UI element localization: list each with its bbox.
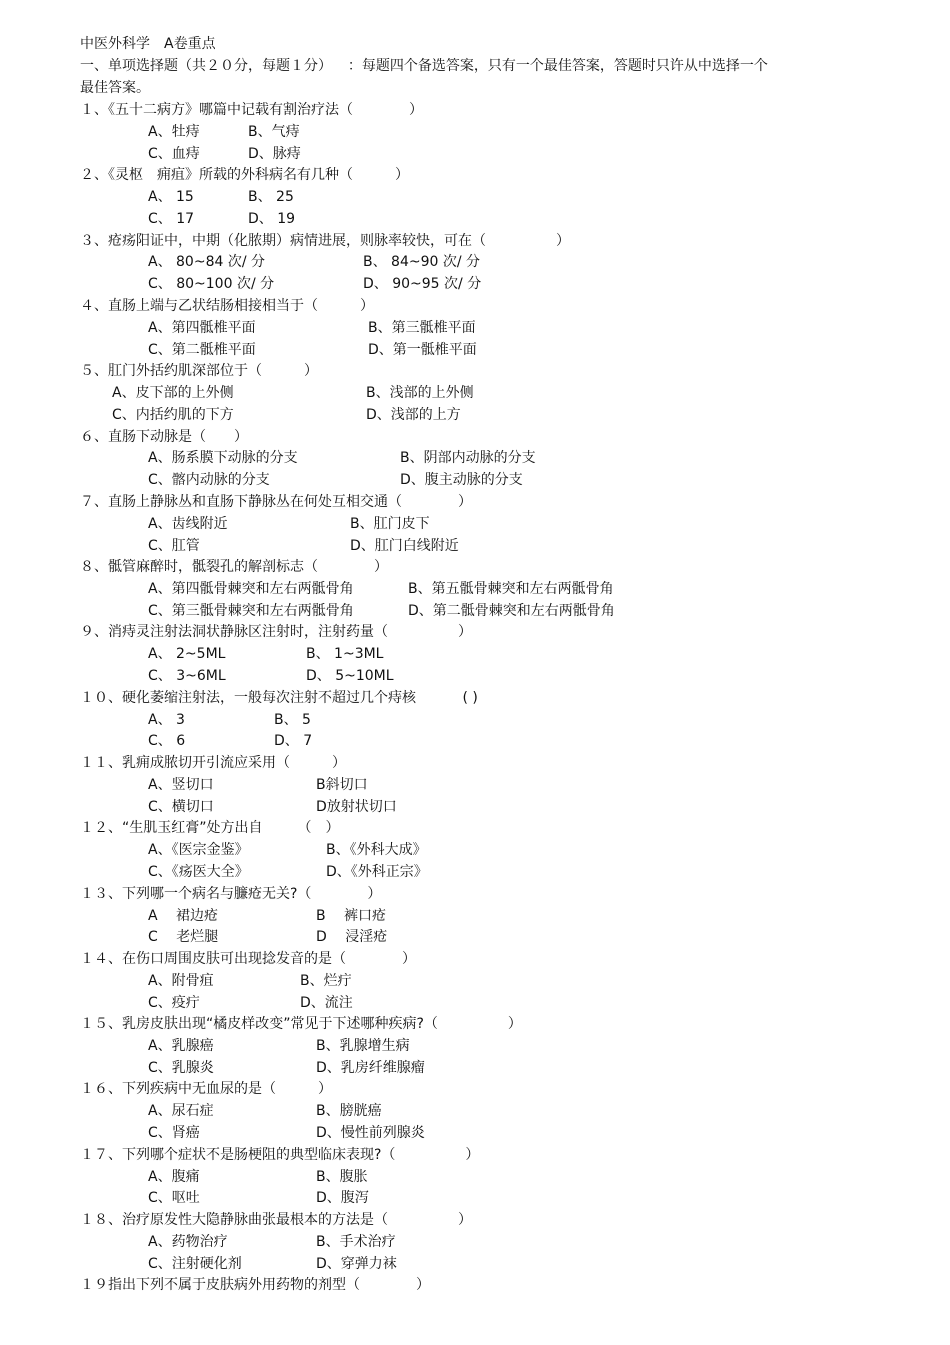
question-15-option-d: D、乳房纤维腺瘤 [316, 1060, 425, 1076]
question-3-option-b: B、 84~90 次/ 分 [363, 254, 481, 270]
question-10-option-a: A、 3 [148, 712, 185, 728]
question-13-option-a: A 裙边疮 [148, 908, 219, 924]
question-1-option-c: C、血痔 [148, 146, 200, 162]
question-14-option-b: B、烂疔 [300, 973, 352, 989]
question-3-option-d: D、 90~95 次/ 分 [363, 276, 482, 292]
question-3: ３、疮疡阳证中，中期（化脓期）病情进展，则脉率较快，可在（ ） [80, 233, 570, 249]
question-14-option-a: A、附骨疽 [148, 973, 214, 989]
question-13-option-d: D 浸淫疮 [316, 929, 388, 945]
question-15-option-a: A、乳腺癌 [148, 1038, 214, 1054]
question-10-option-c: C、 6 [148, 733, 186, 749]
question-12-option-c: C、《疡医大全》 [148, 864, 249, 880]
question-18-option-a: A、药物治疗 [148, 1234, 228, 1250]
question-2-option-d: D、 19 [248, 211, 296, 227]
question-7-option-d: D、肛门白线附近 [350, 538, 459, 554]
question-11-option-a: A、竖切口 [148, 777, 214, 793]
question-7-option-b: B、肛门皮下 [350, 516, 430, 532]
question-8-option-a: A、第四骶骨棘突和左右两骶骨角 [148, 581, 354, 597]
question-15: １５、乳房皮肤出现“橘皮样改变”常见于下述哪种疾病?（ ） [80, 1016, 522, 1032]
question-17-option-a: A、腹痛 [148, 1169, 200, 1185]
question-12-option-d: D、《外科正宗》 [326, 864, 428, 880]
question-17-option-c: C、呕吐 [148, 1190, 200, 1206]
question-8-option-d: D、第二骶骨棘突和左右两骶骨角 [408, 603, 615, 619]
question-2: ２、《灵枢 痈疽》所载的外科病名有几种（ ） [80, 167, 409, 183]
question-3-option-a: A、 80~84 次/ 分 [148, 254, 266, 270]
question-14-option-d: D、流注 [300, 995, 353, 1011]
question-1-option-a: A、牡痔 [148, 124, 200, 140]
question-14: １４、在伤口周围皮肤可出现捻发音的是（ ） [80, 951, 416, 967]
question-8-option-c: C、第三骶骨棘突和左右两骶骨角 [148, 603, 354, 619]
question-12-option-b: B、《外科大成》 [326, 842, 427, 858]
question-13: １３、下列哪一个病名与臁疮无关?（ ） [80, 886, 382, 902]
question-5-option-b: B、浅部的上外侧 [366, 385, 474, 401]
question-10: １０、硬化萎缩注射法，一般每次注射不超过几个痔核 ( ) [80, 690, 478, 706]
question-7-option-a: A、齿线附近 [148, 516, 228, 532]
question-5-option-d: D、浅部的上方 [366, 407, 461, 423]
question-19: １９指出下列不属于皮肤病外用药物的剂型（ ） [80, 1277, 430, 1293]
question-11-option-d: D放射状切口 [316, 799, 397, 815]
question-11-option-c: C、横切口 [148, 799, 214, 815]
question-4-option-b: B、第三骶椎平面 [368, 320, 476, 336]
question-1: １、《五十二病方》哪篇中记载有割治疗法（ ） [80, 102, 423, 118]
question-3-option-c: C、 80~100 次/ 分 [148, 276, 275, 292]
question-18: １８、治疗原发性大隐静脉曲张最根本的方法是（ ） [80, 1212, 472, 1228]
question-10-option-b: B、 5 [274, 712, 311, 728]
question-6-option-b: B、阴部内动脉的分支 [400, 450, 536, 466]
question-4-option-a: A、第四骶椎平面 [148, 320, 256, 336]
question-16: １６、下列疾病中无血尿的是（ ） [80, 1081, 332, 1097]
question-5-option-c: C、内括约肌的下方 [112, 407, 234, 423]
question-2-option-c: C、 17 [148, 211, 195, 227]
question-6-option-d: D、腹主动脉的分支 [400, 472, 523, 488]
question-6-option-c: C、髂内动脉的分支 [148, 472, 270, 488]
question-1-option-b: B、气痔 [248, 124, 300, 140]
question-2-option-a: A、 15 [148, 189, 194, 205]
question-7: ７、直肠上静脉丛和直肠下静脉丛在何处互相交通（ ） [80, 494, 472, 510]
question-17-option-d: D、腹泻 [316, 1190, 369, 1206]
question-2-option-b: B、 25 [248, 189, 294, 205]
question-1-option-d: D、脉痔 [248, 146, 301, 162]
question-9-option-c: C、 3~6ML [148, 668, 226, 684]
question-13-option-b: B 裤口疮 [316, 908, 387, 924]
question-12-option-a: A、《医宗金鉴》 [148, 842, 249, 858]
question-9-option-d: D、 5~10ML [306, 668, 394, 684]
question-13-option-c: C 老烂腿 [148, 929, 219, 945]
question-16-option-c: C、肾癌 [148, 1125, 200, 1141]
question-9-option-b: B、 1~3ML [306, 646, 384, 662]
question-5-option-a: A、皮下部的上外侧 [112, 385, 234, 401]
question-7-option-c: C、肛管 [148, 538, 200, 554]
section-instructions-continued: 最佳答案。 [80, 80, 150, 96]
question-14-option-c: C、疫疔 [148, 995, 200, 1011]
question-4-option-c: C、第二骶椎平面 [148, 342, 256, 358]
question-4: ４、直肠上端与乙状结肠相接相当于（ ） [80, 298, 374, 314]
question-15-option-b: B、乳腺增生病 [316, 1038, 410, 1054]
question-16-option-b: B、膀胱癌 [316, 1103, 382, 1119]
question-15-option-c: C、乳腺炎 [148, 1060, 214, 1076]
question-17-option-b: B、腹胀 [316, 1169, 368, 1185]
question-16-option-d: D、慢性前列腺炎 [316, 1125, 425, 1141]
question-8-option-b: B、第五骶骨棘突和左右两骶骨角 [408, 581, 614, 597]
section-instructions: 一、单项选择题（共２０分，每题１分） ：每题四个备选答案，只有一个最佳答案，答题时只许从中选择一个 [80, 58, 768, 74]
question-8: ８、骶管麻醉时，骶裂孔的解剖标志（ ） [80, 559, 388, 575]
question-12: １２、“生肌玉红膏”处方出自 （ ） [80, 820, 340, 836]
question-9-option-a: A、 2~5ML [148, 646, 226, 662]
question-16-option-a: A、尿石症 [148, 1103, 214, 1119]
question-11: １１、乳痈成脓切开引流应采用（ ） [80, 755, 346, 771]
question-10-option-d: D、 7 [274, 733, 313, 749]
question-9: ９、消痔灵注射法洞状静脉区注射时，注射药量（ ） [80, 624, 472, 640]
question-11-option-b: B斜切口 [316, 777, 368, 793]
question-18-option-c: C、注射硬化剂 [148, 1256, 242, 1272]
question-18-option-d: D、穿弹力袜 [316, 1256, 397, 1272]
question-4-option-d: D、第一骶椎平面 [368, 342, 477, 358]
question-5: ５、肛门外括约肌深部位于（ ） [80, 363, 318, 379]
document-title: 中医外科学 A卷重点 [80, 36, 216, 52]
question-6-option-a: A、肠系膜下动脉的分支 [148, 450, 298, 466]
question-18-option-b: B、手术治疗 [316, 1234, 396, 1250]
question-17: １７、下列哪个症状不是肠梗阻的典型临床表现?（ ） [80, 1147, 480, 1163]
question-6: ６、直肠下动脉是（ ） [80, 429, 248, 445]
